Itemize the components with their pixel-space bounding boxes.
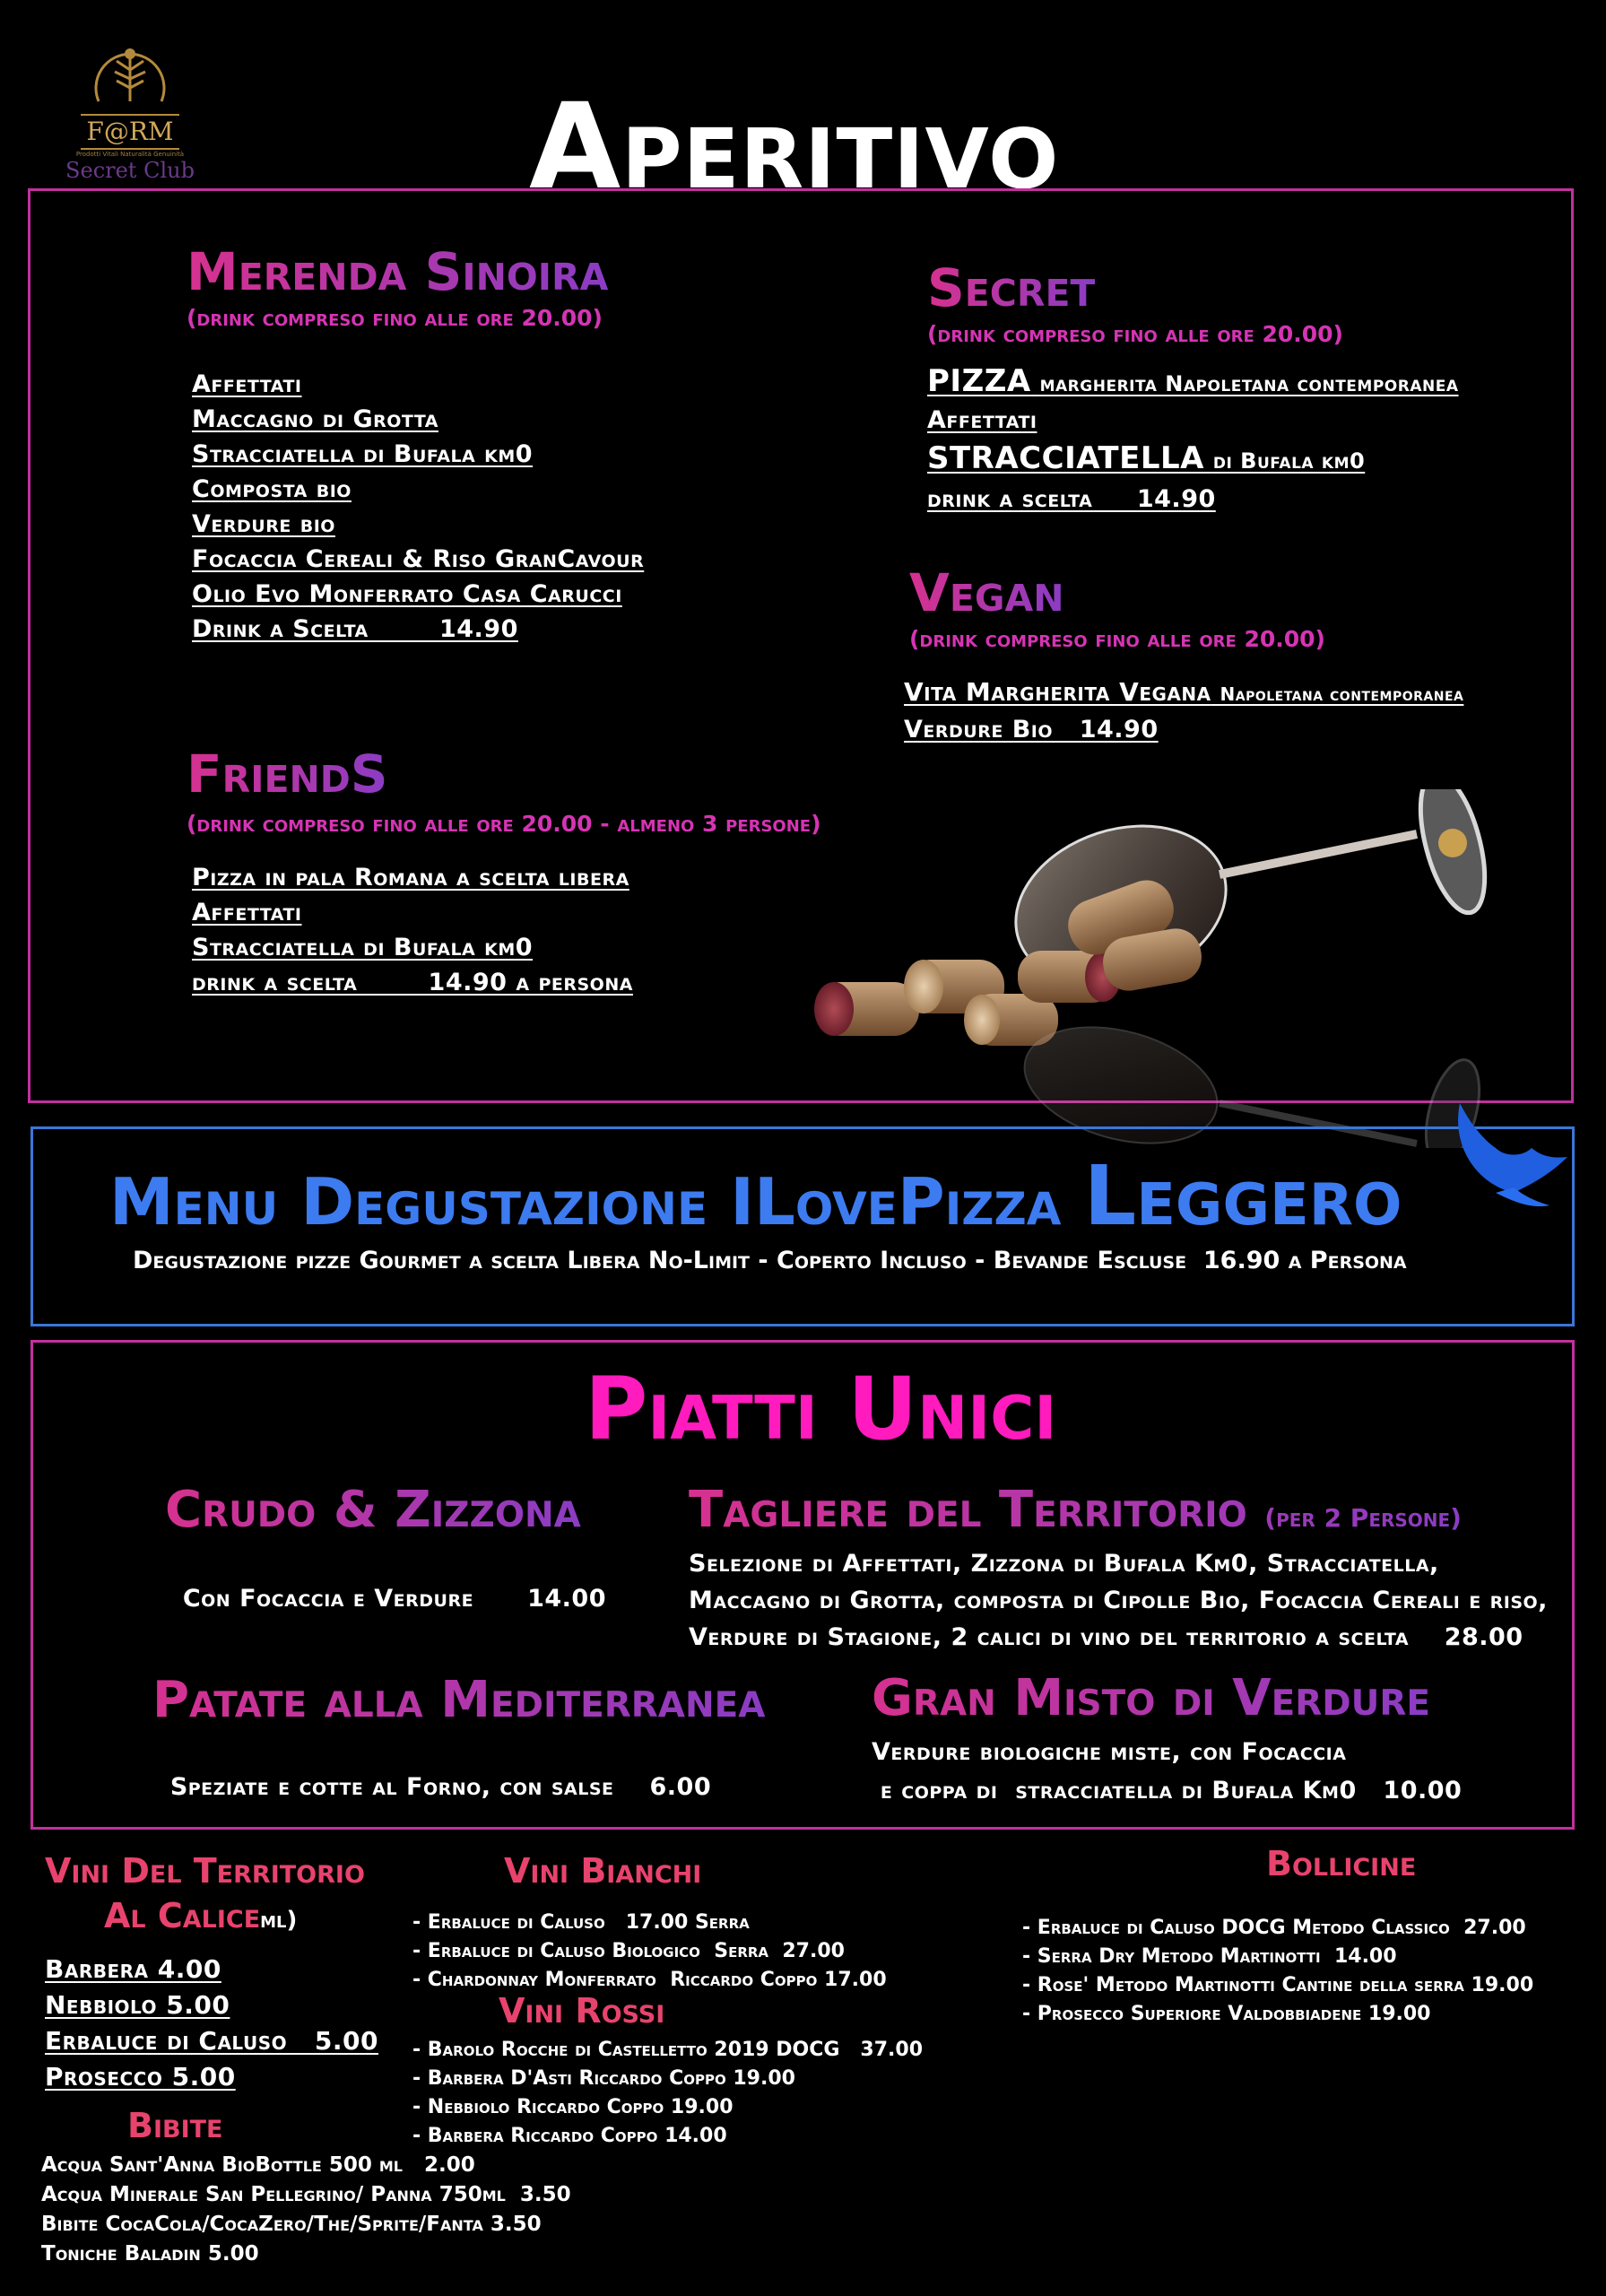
secret-list (927, 362, 1458, 517)
crudo-desc (165, 1546, 606, 1616)
list-item: Erbaluce di Caluso 5.00 (45, 2026, 378, 2056)
list-item: Acqua Minerale San Pellegrino/ Panna 750ml 3.50 (41, 2183, 571, 2206)
bianchi-title: Vini Bianchi (504, 1851, 702, 1891)
logo (45, 16, 215, 187)
list-item: Maccagno di Grotta, composta di Cipolle Bio, Focaccia Cereali e riso, (689, 1587, 1548, 1614)
friends-list (192, 860, 633, 1000)
list-item: Acqua Sant'Anna BioBottle 500 ml 2.00 (41, 2153, 475, 2177)
vegan-pizza-desc: Napoletana contemporanea (1220, 683, 1464, 705)
list-item: Pizza in pala Romana a scelta libera (192, 864, 629, 891)
list-item: Verdure di Stagione, 2 calici di vino del territorio a scelta 28.00 (689, 1623, 1524, 1651)
list-item: Nebbiolo 5.00 (45, 1990, 230, 2020)
tagliere-desc (689, 1545, 1548, 1656)
list-item: Focaccia Cereali & Riso GranCavour (192, 545, 645, 573)
patate-desc (152, 1735, 711, 1805)
tagliere-title-text: Tagliere del Territorio (689, 1481, 1247, 1539)
rossi-title: Vini Rossi (499, 1991, 665, 2031)
degustazione-subtitle: Degustazione pizze Gourmet a scelta Libera No-Limit - Coperto Incluso - Bevande Escluse 16.90 a Persona (133, 1247, 1407, 1274)
vegan-title: Vegan (909, 562, 1064, 623)
list-item: e coppa di stracciatella di Bufala Km0 10.00 (872, 1777, 1463, 1805)
calice-list (45, 1952, 378, 2095)
bianchi-list (412, 1909, 887, 1995)
list-item: - Barbera Riccardo Coppo 14.00 (412, 2125, 727, 2147)
calice-title-main: Al Calice (104, 1896, 261, 1935)
list-item: - Erbaluce di Caluso DOCG Metodo Classico 27.00 (1022, 1917, 1526, 1939)
tagliere-note: (per 2 Persone) (1264, 1503, 1462, 1533)
patate-price: 6.00 (649, 1773, 712, 1801)
secret-pizza: PIZZA (927, 363, 1031, 399)
calice-title-line1: Vini Del Territorio (45, 1851, 365, 1891)
secret-stracciatella-desc: di Bufala km0 (1212, 448, 1366, 474)
degustazione-title-highlight: Leggero (1083, 1148, 1402, 1244)
bollicine-list (1022, 1914, 1533, 2029)
calice-title-suffix: ml) (260, 1907, 298, 1934)
list-item: Bibite CocaCola/CocaZero/The/Sprite/Fanta 3.50 (41, 2213, 542, 2236)
secret-note: (drink compreso fino alle ore 20.00) (927, 321, 1343, 347)
rossi-list (412, 2036, 923, 2151)
secret-stracciatella: STRACCIATELLA (927, 440, 1204, 476)
list-item: - Barolo Rocche di Castelletto 2019 DOCG 37.00 (412, 2039, 924, 2061)
vegan-note: (drink compreso fino alle ore 20.00) (909, 626, 1325, 652)
list-item: - Serra Dry Metodo Martinotti 14.00 (1022, 1945, 1397, 1968)
list-item: Affettati (192, 370, 302, 398)
list-item: drink a scelta 14.90 (927, 485, 1216, 513)
crudo-title: Crudo & Zizzona (165, 1481, 581, 1539)
merenda-note: (drink compreso fino alle ore 20.00) (187, 305, 603, 331)
list-item: Prosecco 5.00 (45, 2062, 236, 2092)
list-item: Composta bio (192, 475, 352, 503)
list-item: - Prosecco Superiore Valdobbiadene 19.00 (1022, 2003, 1431, 2025)
list-item: drink a scelta 14.90 a persona (192, 969, 633, 996)
list-item: Toniche Baladin 5.00 (41, 2242, 259, 2266)
page-title: Aperitivo (529, 78, 1060, 216)
bollicine-title: Bollicine (1266, 1844, 1417, 1883)
crudo-price: 14.00 (527, 1585, 606, 1613)
list-item: Verdure biologiche miste, con Focaccia (872, 1738, 1347, 1766)
list-item: Selezione di Affettati, Zizzona di Bufala Km0, Stracciatella, (689, 1550, 1439, 1578)
patate-desc-text: Speziate e cotte al Forno, con salse (169, 1773, 614, 1801)
list-item: Affettati (192, 899, 302, 926)
list-item (927, 362, 1458, 403)
list-item: Verdure bio (192, 510, 335, 538)
bibite-title: Bibite (127, 2106, 223, 2145)
degustazione-title-main: Menu Degustazione ILovePizza (109, 1164, 1062, 1239)
list-item: - Rose' Metodo Martinotti Cantine della serra 19.00 (1022, 1974, 1534, 1996)
calice-title-line2 (104, 1896, 297, 1935)
list-item: Olio Evo Monferrato Casa Carucci (192, 580, 622, 608)
list-item: - Barbera D'Asti Riccardo Coppo 19.00 (412, 2067, 795, 2090)
secret-title: Secret (927, 257, 1096, 318)
logo-name: F@RM (86, 117, 174, 146)
merenda-title: Merenda Sinoira (187, 241, 609, 302)
list-item: Stracciatella di Bufala km0 (192, 934, 534, 961)
list-item: Drink a Scelta 14.90 (192, 615, 518, 643)
misto-title: Gran Misto di Verdure (872, 1669, 1430, 1727)
list-item: Barbera 4.00 (45, 1954, 221, 1984)
piatti-title: Piatti Unici (585, 1359, 1057, 1459)
list-item: Affettati (927, 406, 1037, 434)
blue-bird-icon (1442, 1094, 1576, 1211)
list-item: - Erbaluce di Caluso Biologico Serra 27.00 (412, 1940, 845, 1962)
merenda-list (192, 367, 644, 647)
tagliere-title (689, 1482, 1462, 1547)
misto-desc (872, 1733, 1462, 1810)
list-item: Verdure Bio 14.90 (904, 716, 1159, 744)
list-item (927, 438, 1458, 482)
list-item: - Nebbiolo Riccardo Coppo 19.00 (412, 2096, 734, 2118)
list-item: - Chardonnay Monferrato Riccardo Coppo 17.00 (412, 1969, 887, 1991)
list-item: - Erbaluce di Caluso 17.00 Serra (412, 1911, 750, 1934)
degustazione-title (109, 1148, 1402, 1244)
friends-note: (drink compreso fino alle ore 20.00 - almeno 3 persone) (187, 811, 821, 837)
logo-tagline: Secret Club (65, 158, 195, 183)
list-item: Maccagno di Grotta (192, 405, 438, 433)
list-item (904, 674, 1463, 712)
vegan-list (904, 674, 1463, 747)
patate-title: Patate alla Mediterranea (152, 1671, 766, 1729)
logo-subline: Prodotti Vitali Naturalità Genuinità (75, 151, 185, 158)
secret-pizza-desc: margherita Napoletana contemporanea (1039, 371, 1459, 396)
vegan-pizza: Vita Margherita Vegana (904, 677, 1211, 707)
crudo-desc-text: Con Focaccia e Verdure (182, 1585, 474, 1613)
friends-title: FriendS (187, 744, 388, 804)
bibite-list (41, 2151, 571, 2269)
list-item: Stracciatella di Bufala km0 (192, 440, 534, 468)
